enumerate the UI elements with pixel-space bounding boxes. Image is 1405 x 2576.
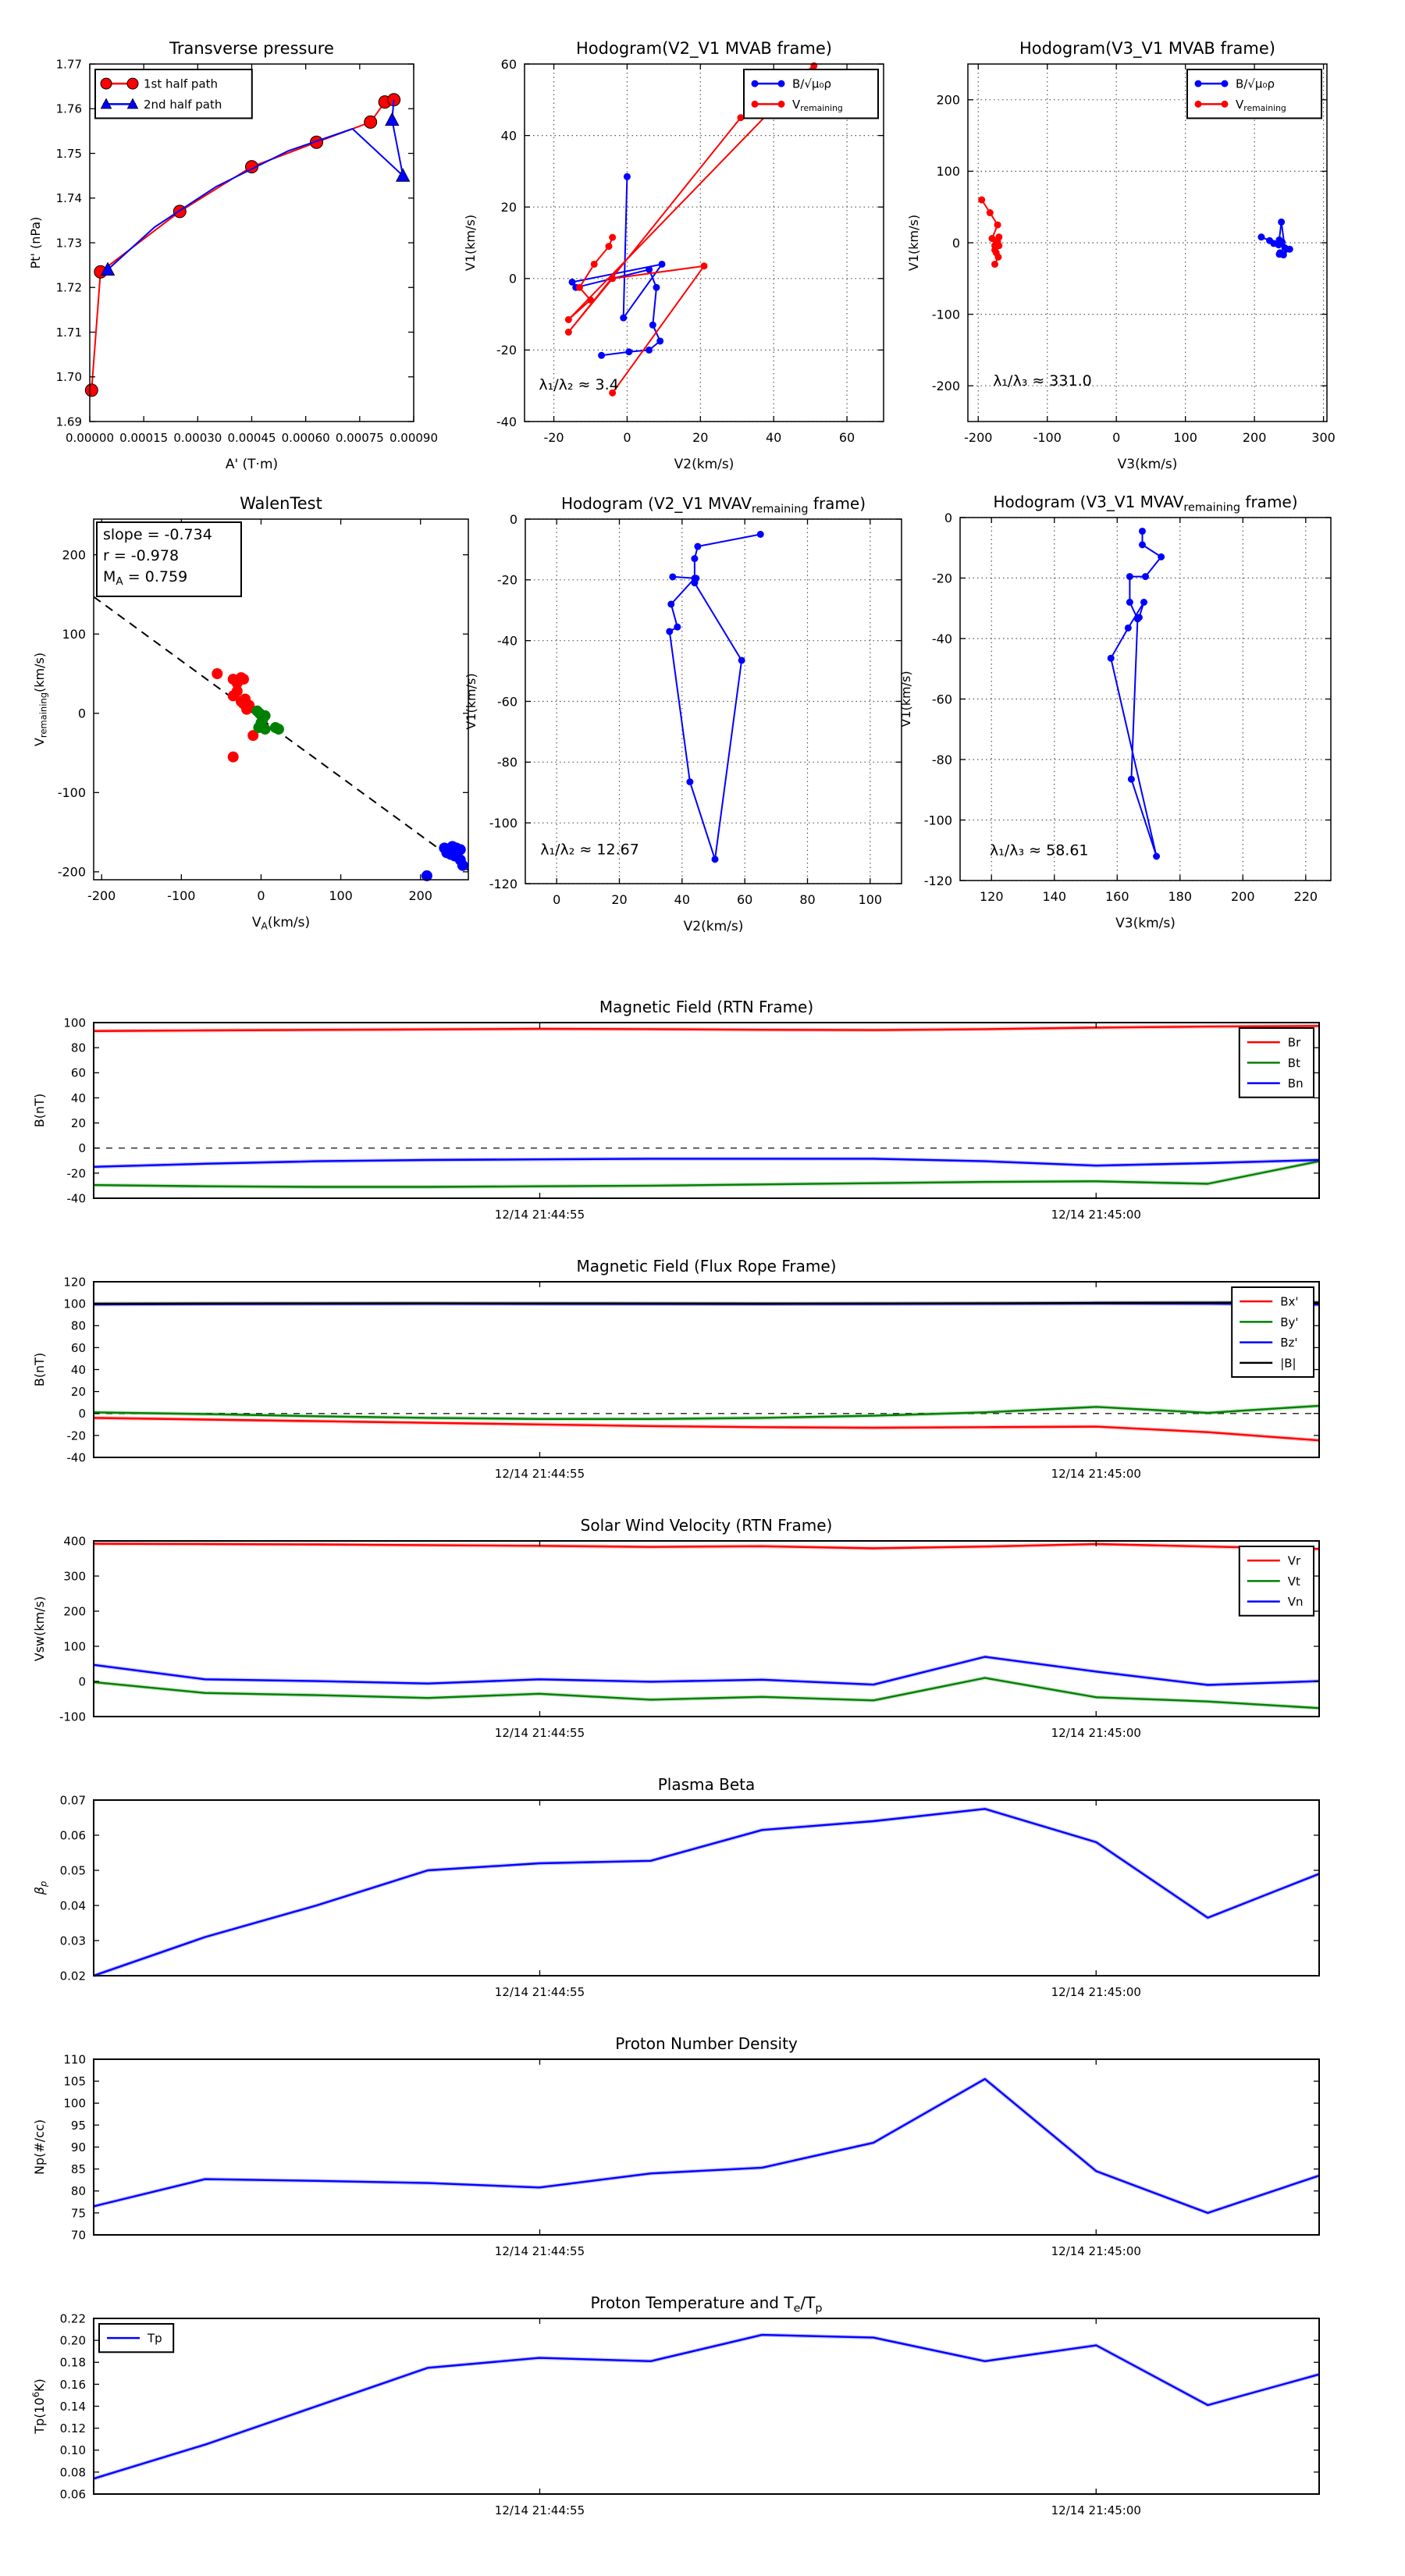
- y-tick-label: 200: [62, 547, 86, 563]
- chart-walen-test: [32, 494, 468, 932]
- x-tick-label: 100: [1173, 430, 1197, 445]
- y-tick-label: 1.70: [55, 370, 82, 385]
- x-axis-label: $V_A(km/s)$: [251, 915, 311, 932]
- plot-frame: [94, 1023, 1319, 1198]
- y-axis-label: $V_{remaining}(km/s)$: [32, 652, 49, 747]
- x-tick-label: -100: [1033, 430, 1062, 445]
- y-tick-label: 0.02: [59, 1969, 86, 1984]
- y-axis-label: $Tp(10^6K)$: [30, 2379, 47, 2434]
- x-tick-label: 120: [979, 889, 1004, 904]
- x-tick-label: 20: [611, 892, 628, 907]
- x-tick-label: 40: [766, 430, 782, 445]
- y-tick-label: 70: [70, 2228, 86, 2243]
- y-tick-label: -120: [923, 873, 952, 888]
- series-v3v1-path: [1111, 531, 1161, 856]
- y-tick-label: 100: [63, 1016, 86, 1030]
- legend-label: |B|: [1280, 1356, 1297, 1371]
- y-axis-label: V1(km/s): [463, 214, 478, 272]
- x-tick-label: 0.00060: [281, 431, 330, 445]
- x-tick-label: 20: [692, 430, 709, 445]
- x-tick-label: 0: [257, 888, 265, 903]
- x-tick-label: 60: [838, 430, 855, 445]
- y-tick-label: 120: [63, 1275, 86, 1290]
- y-tick-label: -40: [496, 414, 517, 429]
- y-tick-label: 0.12: [59, 2421, 86, 2436]
- legend-label: Bt: [1287, 1055, 1300, 1070]
- y-tick-label: -80: [496, 755, 518, 770]
- y-tick-label: -80: [931, 752, 952, 767]
- x-axis-label: V3(km/s): [1115, 916, 1176, 931]
- series-Vn: [94, 1657, 1319, 1685]
- series-Bx-prime: [94, 1418, 1319, 1440]
- x-tick-label: 60: [736, 892, 753, 907]
- y-axis-label: Pt' (nPa): [28, 216, 43, 269]
- x-tick-label: 0.00090: [389, 431, 439, 445]
- y-axis-label: $\beta_p$: [32, 1880, 49, 1895]
- chart-title: Solar Wind Velocity (RTN Frame): [580, 1516, 833, 1535]
- y-tick-label: 105: [63, 2074, 86, 2089]
- y-tick-label: 200: [63, 1604, 86, 1619]
- y-axis-label: V1(km/s): [464, 673, 478, 730]
- y-tick-label: 100: [63, 1297, 86, 1311]
- y-tick-label: -40: [66, 1450, 86, 1465]
- y-tick-label: 0.22: [59, 2311, 86, 2326]
- chart-vsw-rtn: [32, 1516, 1319, 1740]
- stats-line: r = -0.978: [103, 546, 180, 564]
- x-tick-label: 300: [1311, 430, 1336, 445]
- x-tick-label: 200: [408, 888, 432, 903]
- plot-frame: [94, 1282, 1319, 1457]
- y-tick-label: 1.69: [55, 415, 82, 429]
- x-tick-label: 12/14 21:45:00: [1051, 2503, 1141, 2517]
- y-tick-label: -60: [496, 694, 518, 710]
- y-tick-label: 0.20: [59, 2333, 86, 2348]
- y-tick-label: 0.07: [59, 1793, 86, 1808]
- y-tick-label: 0: [508, 271, 517, 286]
- y-tick-label: 95: [70, 2118, 86, 2133]
- series-beta-p: [94, 1809, 1319, 1976]
- y-tick-label: -100: [59, 1710, 86, 1724]
- x-tick-label: 100: [329, 888, 353, 903]
- y-tick-label: 60: [500, 56, 517, 72]
- lambda-ratio-annotation: λ₁/λ₂ ≈ 3.4: [539, 375, 619, 393]
- chart-mag-rtn: [32, 998, 1319, 1222]
- chart-hodogram-v2v1-mvab: [463, 39, 884, 472]
- y-tick-label: 0.10: [59, 2443, 86, 2458]
- stats-line: $M_A = 0.759$: [103, 568, 188, 589]
- x-tick-label: 0.00030: [173, 431, 222, 445]
- x-tick-label: 200: [1231, 889, 1255, 904]
- y-tick-label: 100: [63, 2096, 86, 2111]
- x-tick-label: -200: [87, 888, 116, 903]
- y-tick-label: 20: [70, 1385, 86, 1400]
- x-tick-label: 12/14 21:45:00: [1051, 1985, 1141, 1999]
- legend-label: $V_{remaining}$: [1236, 97, 1286, 114]
- y-axis-label: V1(km/s): [906, 214, 921, 272]
- chart-mag-fluxrope: [32, 1257, 1319, 1481]
- y-tick-label: 85: [70, 2162, 86, 2177]
- series-b-hodogram: [572, 176, 662, 355]
- chart-title: Proton Temperature and $T_e/T_p$: [590, 2293, 823, 2315]
- plot-frame: [94, 1800, 1319, 1976]
- y-tick-label: 40: [500, 128, 517, 144]
- y-tick-label: 60: [70, 1340, 86, 1355]
- chart-title: Proton Number Density: [615, 2034, 798, 2053]
- y-tick-label: 0: [509, 511, 518, 527]
- y-tick-label: 0.16: [59, 2377, 86, 2392]
- x-tick-label: 200: [1242, 430, 1267, 445]
- x-tick-label: 40: [674, 892, 691, 907]
- x-tick-label: 0: [623, 430, 631, 445]
- chart-proton-density: [32, 2034, 1319, 2258]
- y-tick-label: 0.08: [59, 2465, 86, 2480]
- x-tick-label: 220: [1293, 889, 1318, 904]
- x-axis-label: A' (T·m): [225, 457, 279, 472]
- y-tick-label: 0.18: [59, 2355, 86, 2370]
- chart-title: Hodogram (V2_V1 $MVAV_{remaining}$ frame): [560, 494, 866, 516]
- y-tick-label: -40: [66, 1191, 86, 1206]
- y-tick-label: 60: [70, 1066, 86, 1080]
- y-tick-label: 0: [77, 706, 86, 721]
- x-tick-label: 12/14 21:45:00: [1051, 1726, 1141, 1740]
- legend-label: 2nd half path: [144, 97, 222, 112]
- x-tick-label: 0.00075: [335, 431, 384, 445]
- y-tick-label: 0: [78, 1407, 86, 1421]
- x-tick-label: 12/14 21:45:00: [1051, 2244, 1141, 2258]
- chart-title: Transverse pressure: [169, 39, 334, 58]
- legend-label: Bn: [1287, 1076, 1304, 1091]
- y-tick-label: 0.14: [59, 2399, 86, 2414]
- x-axis-label: V2(km/s): [683, 919, 744, 934]
- y-tick-label: -20: [931, 571, 952, 586]
- legend-label: 1st half path: [144, 76, 219, 91]
- y-tick-label: 0.06: [59, 2487, 86, 2502]
- legend-label: Vr: [1287, 1553, 1301, 1568]
- chart-transverse-pressure: [28, 39, 438, 472]
- x-axis-label: V2(km/s): [674, 457, 735, 472]
- y-tick-label: 110: [63, 2052, 86, 2067]
- x-tick-label: -20: [543, 430, 564, 445]
- y-axis-label: B(nT): [32, 1093, 47, 1128]
- y-tick-label: 200: [936, 92, 960, 108]
- x-tick-label: 100: [858, 892, 883, 907]
- y-tick-label: -100: [931, 307, 960, 322]
- y-axis-label: B(nT): [32, 1352, 47, 1387]
- y-tick-label: 1.74: [55, 191, 82, 206]
- y-tick-label: 100: [62, 626, 86, 642]
- x-tick-label: 12/14 21:45:00: [1051, 1208, 1141, 1222]
- x-tick-label: 12/14 21:44:55: [494, 2503, 585, 2517]
- x-tick-label: 12/14 21:44:55: [494, 1208, 585, 1222]
- series-2nd-half-path: [108, 97, 403, 270]
- chart-proton-temperature: [30, 2293, 1319, 2517]
- plot-frame: [94, 2059, 1319, 2235]
- y-axis-label: Np(#/cc): [32, 2119, 47, 2175]
- x-tick-label: 12/14 21:44:55: [494, 2244, 585, 2258]
- y-tick-label: -40: [496, 633, 518, 649]
- y-tick-label: 1.77: [55, 57, 82, 72]
- legend-label: Vt: [1287, 1574, 1300, 1589]
- x-tick-label: 80: [799, 892, 816, 907]
- x-tick-label: 0: [1112, 430, 1121, 445]
- legend-label: Vn: [1287, 1595, 1304, 1610]
- y-tick-label: 100: [936, 164, 960, 180]
- legend-label: Br: [1287, 1035, 1301, 1050]
- chart-hodogram-v3v1-mvav: [898, 493, 1331, 931]
- y-tick-label: 20: [70, 1115, 86, 1130]
- legend-label: B/√μ₀ρ: [792, 76, 831, 91]
- y-tick-label: 0: [944, 510, 952, 525]
- y-tick-label: 80: [70, 2184, 86, 2199]
- y-tick-label: 1.71: [55, 325, 82, 340]
- y-tick-label: 80: [70, 1041, 86, 1055]
- y-axis-label: Vsw(km/s): [32, 1596, 47, 1662]
- x-tick-label: 160: [1104, 889, 1129, 904]
- y-tick-label: 1.75: [55, 146, 82, 161]
- x-tick-label: 0.00000: [65, 431, 115, 445]
- y-tick-label: 1.76: [55, 101, 82, 116]
- y-tick-label: -100: [923, 813, 952, 828]
- y-tick-label: 100: [63, 1639, 86, 1654]
- legend-label: By': [1280, 1315, 1299, 1329]
- y-tick-label: -60: [931, 692, 952, 707]
- lambda-ratio-annotation: λ₁/λ₃ ≈ 331.0: [993, 372, 1092, 390]
- x-axis-label: V3(km/s): [1117, 457, 1178, 472]
- x-tick-label: 140: [1042, 889, 1067, 904]
- x-tick-label: 12/14 21:45:00: [1051, 1467, 1141, 1481]
- series-Tp: [94, 2335, 1319, 2478]
- x-tick-label: -100: [167, 888, 196, 903]
- y-tick-label: 400: [63, 1534, 86, 1549]
- series-Np: [94, 2079, 1319, 2213]
- x-tick-label: -200: [964, 430, 993, 445]
- chart-title: Hodogram (V3_V1 $MVAV_{remaining}$ frame): [993, 493, 1298, 514]
- x-tick-label: 0.00015: [119, 431, 169, 445]
- series-1st-half-path: [91, 97, 393, 390]
- y-tick-label: 1.73: [55, 236, 82, 251]
- legend-label: Tp: [148, 2331, 162, 2346]
- y-tick-label: -20: [66, 1166, 86, 1181]
- series-v2v1-path: [670, 535, 761, 859]
- x-tick-label: 12/14 21:44:55: [494, 1467, 585, 1481]
- chart-plasma-beta: [32, 1775, 1319, 1999]
- chart-title: WalenTest: [240, 494, 322, 513]
- y-tick-label: 0.06: [59, 1828, 86, 1843]
- legend-label: B/√μ₀ρ: [1236, 76, 1275, 91]
- y-tick-label: -40: [931, 631, 952, 646]
- stats-line: slope = -0.734: [103, 525, 212, 543]
- y-tick-label: 20: [500, 199, 517, 215]
- chart-title: Magnetic Field (RTN Frame): [599, 998, 814, 1016]
- y-tick-label: 80: [70, 1318, 86, 1333]
- x-tick-label: 0: [553, 892, 561, 907]
- y-tick-label: -200: [931, 378, 960, 393]
- lambda-ratio-annotation: λ₁/λ₃ ≈ 58.61: [990, 841, 1089, 859]
- chart-title: Plasma Beta: [657, 1775, 756, 1794]
- chart-title: Hodogram(V2_V1 MVAB frame): [576, 39, 832, 58]
- chart-title: Hodogram(V3_V1 MVAB frame): [1019, 39, 1275, 58]
- y-tick-label: 1.72: [55, 280, 82, 295]
- lambda-ratio-annotation: λ₁/λ₂ ≈ 12.67: [540, 841, 639, 859]
- y-tick-label: 0: [78, 1674, 86, 1689]
- y-tick-label: 0.05: [59, 1863, 86, 1878]
- plot-frame: [94, 2318, 1319, 2494]
- x-tick-label: 180: [1168, 889, 1193, 904]
- x-tick-label: 12/14 21:44:55: [494, 1726, 585, 1740]
- legend-label: $V_{remaining}$: [792, 97, 843, 114]
- y-tick-label: 0: [78, 1141, 86, 1156]
- legend-label: Bx': [1280, 1294, 1299, 1309]
- x-tick-label: 0.00045: [227, 431, 276, 445]
- y-tick-label: 90: [70, 2140, 86, 2154]
- y-tick-label: 75: [70, 2206, 86, 2221]
- y-tick-label: -20: [496, 572, 518, 588]
- y-tick-label: -20: [496, 343, 517, 358]
- y-tick-label: -100: [57, 785, 86, 801]
- y-axis-label: V1(km/s): [898, 671, 913, 728]
- y-tick-label: 0.03: [59, 1934, 86, 1948]
- y-tick-label: -120: [489, 876, 518, 891]
- y-tick-label: -20: [66, 1429, 86, 1443]
- chart-title: Magnetic Field (Flux Rope Frame): [576, 1257, 837, 1276]
- plot-frame: [94, 1541, 1319, 1717]
- chart-hodogram-v2v1-mvav: [464, 494, 902, 934]
- y-tick-label: 0.04: [59, 1898, 86, 1913]
- y-tick-label: 40: [70, 1091, 86, 1105]
- x-tick-label: 12/14 21:44:55: [494, 1985, 585, 1999]
- chart-hodogram-v3v1-mvab: [906, 39, 1336, 472]
- legend-label: Bz': [1280, 1336, 1298, 1350]
- y-tick-label: -100: [489, 815, 518, 831]
- y-tick-label: 0: [951, 235, 960, 251]
- y-tick-label: 300: [63, 1569, 86, 1584]
- y-tick-label: 40: [70, 1362, 86, 1377]
- y-tick-label: -200: [57, 864, 86, 880]
